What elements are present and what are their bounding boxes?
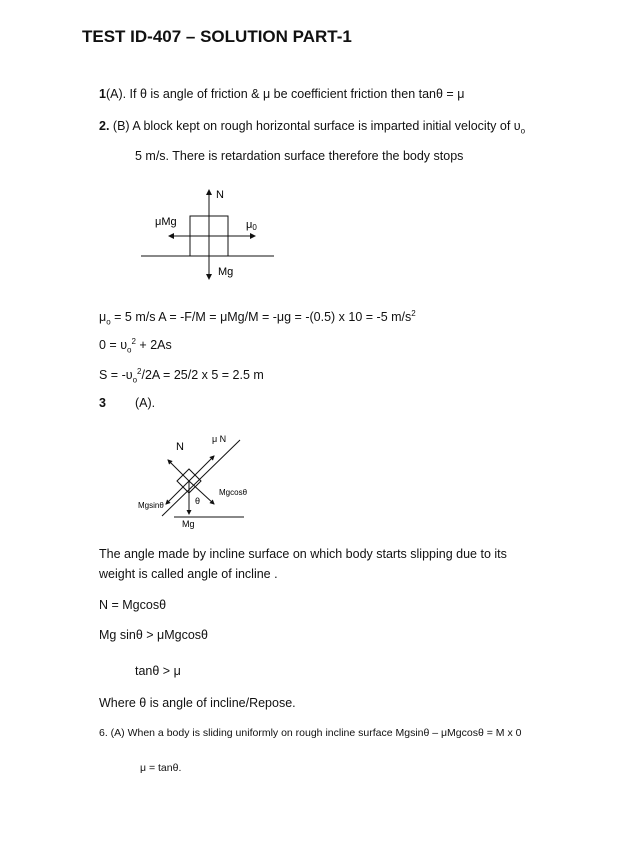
label-mg: Mg — [182, 519, 195, 529]
equation-normal: N = Mgcosθ — [99, 598, 167, 612]
label-mu-n: μ N — [212, 434, 227, 444]
question-6: 6. (A) When a body is sliding uniformly on rough incline surface Mgsinθ – μMgcosθ = M x 0 — [99, 727, 522, 739]
label-normal: N — [216, 189, 224, 201]
label-friction: μMg — [155, 216, 177, 228]
definition-line-1: The angle made by incline surface on which body starts slipping due to its — [99, 547, 507, 561]
question-2-number: 2. — [99, 119, 110, 133]
question-3-number: 3 — [99, 396, 106, 410]
question-1-text: (A). If θ is angle of friction & μ be coefficient friction then tanθ = μ — [105, 87, 465, 101]
equation-distance: $S = -\upsilon_o^2/2A = 25/2$ x 5 = 2.5 m — [99, 367, 264, 385]
equation-slipping: Mg sinθ > μMgcosθ — [99, 628, 208, 642]
question-1 — [99, 86, 464, 102]
where-statement: Where θ is angle of incline/Repose. — [99, 696, 296, 710]
question-2-line-2: 5 m/s. There is retardation surface therefore the body stops — [135, 149, 464, 163]
equation-tan: tanθ > μ — [135, 664, 181, 678]
normal-arrow — [168, 460, 189, 481]
velocity-subscript: o — [520, 126, 526, 136]
question-6-result: μ = tanθ. — [140, 762, 182, 774]
label-weight: Mg — [218, 266, 234, 278]
equation-motion: $0 = \upsilon_o^2 + 2As$ — [99, 337, 172, 355]
incline-force-diagram — [134, 428, 264, 533]
question-2-line-1 — [99, 118, 525, 140]
block-force-diagram — [135, 183, 285, 283]
label-n: N — [176, 441, 184, 453]
label-theta: θ — [195, 496, 201, 506]
equation-retardation: $\mu_o = 5$ m/s A = -F/M = μMg/M = -μg = -(0.5) x 10 = -5 $m/s^2$ — [99, 309, 416, 327]
label-mgsin: Mgsinθ — [138, 501, 164, 510]
incline-surface — [162, 440, 240, 516]
definition-line-2: weight is called angle of incline . — [99, 567, 278, 581]
question-1-number: 1 — [99, 87, 106, 101]
page-title: TEST ID-407 – SOLUTION PART-1 — [82, 27, 352, 46]
question-3-answer: (A). — [135, 396, 156, 410]
label-initial-velocity: μ0 — [246, 219, 257, 232]
question-2-text: (B) A block kept on rough horizontal surface is imparted initial velocity of υ — [109, 119, 521, 133]
mgcos-arrow — [189, 481, 214, 504]
label-mgcos: Mgcosθ — [219, 488, 248, 497]
